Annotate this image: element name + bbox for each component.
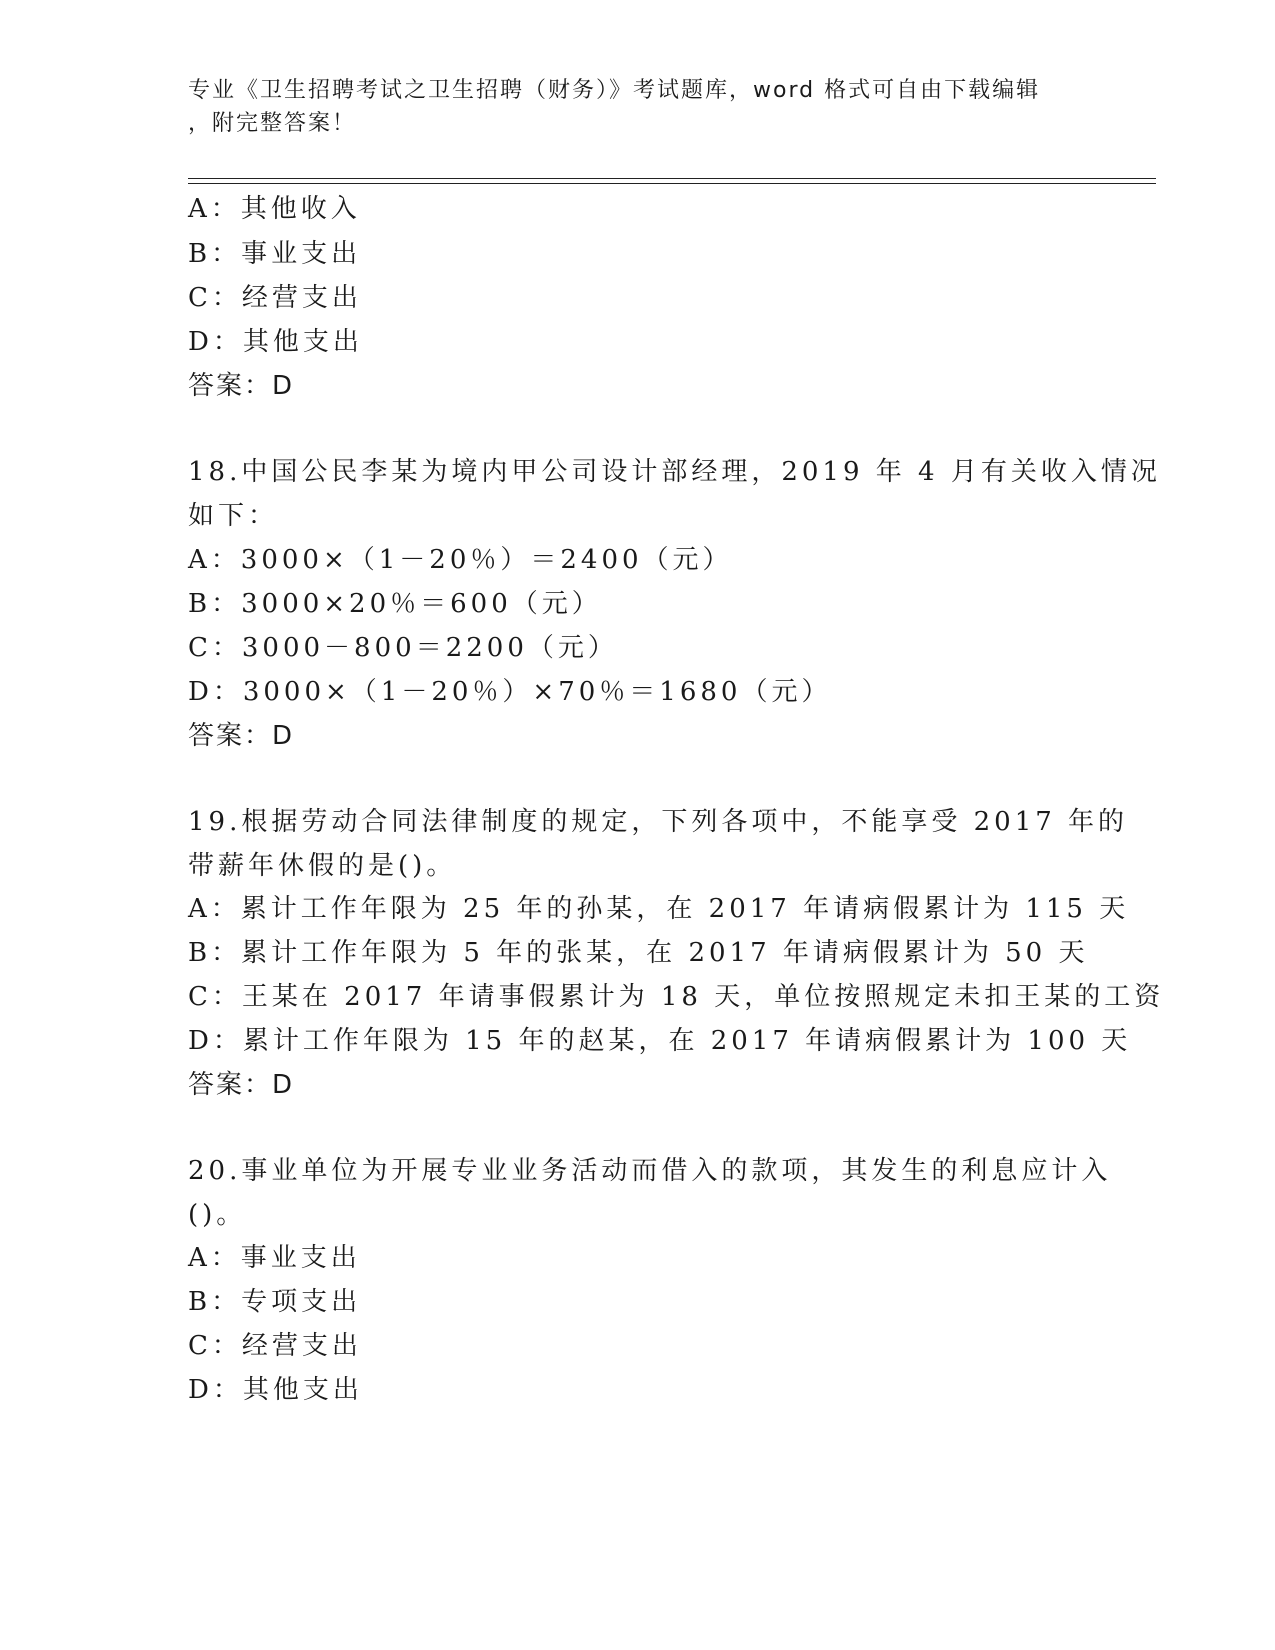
q20-option-c: C：经营支出 [188, 1331, 362, 1361]
q18-option-d: D：3000×（1－20％）×70％＝1680（元） [188, 677, 832, 707]
q20-option-b: B：专项支出 [188, 1287, 362, 1317]
q19-answer: 答案：D [188, 1070, 295, 1100]
q18-option-a: A：3000×（1－20％）＝2400（元） [188, 545, 733, 575]
document-header [188, 74, 1058, 140]
q19-option-a: A：累计工作年限为 25 年的孙某，在 2017 年请病假累计为 115 天 [188, 894, 1130, 924]
q18-option-c: C：3000－800＝2200（元） [188, 633, 618, 663]
q17-option-c: C：经营支出 [188, 283, 362, 313]
q18-answer: 答案：D [188, 721, 295, 751]
q19-option-d: D：累计工作年限为 15 年的赵某，在 2017 年请病假累计为 100 天 [188, 1026, 1132, 1056]
q17-answer: 答案：D [188, 371, 295, 401]
q20-stem-line-1: 20.事业单位为开展专业业务活动而借入的款项，其发生的利息应计入 [188, 1156, 1112, 1186]
q18-stem-line-2: 如下： [188, 501, 279, 531]
q18-option-b: B：3000×20％＝600（元） [188, 589, 602, 619]
q17-option-d: D：其他支出 [188, 327, 363, 357]
header-rule-bottom [188, 183, 1156, 184]
q19-stem-line-2: 带薪年休假的是()。 [188, 851, 457, 881]
q19-stem-line-1: 19.根据劳动合同法律制度的规定，下列各项中，不能享受 2017 年的 [188, 807, 1129, 837]
q20-option-d: D：其他支出 [188, 1375, 363, 1405]
q17-option-b: B：事业支出 [188, 239, 362, 269]
header-rule-top [188, 178, 1156, 179]
header-line-2: ，附完整答案！ [188, 111, 357, 136]
q20-stem-line-2: ()。 [188, 1200, 247, 1230]
q20-option-a: A：事业支出 [188, 1243, 361, 1273]
q19-option-c: C：王某在 2017 年请事假累计为 18 天，单位按照规定未扣王某的工资 [188, 982, 1165, 1012]
q17-option-a: A：其他收入 [188, 194, 361, 224]
header-line-1: 专业《卫生招聘考试之卫生招聘（财务）》考试题库，word 格式可自由下载编辑 [188, 78, 1041, 103]
q18-stem-line-1: 18.中国公民李某为境内甲公司设计部经理，2019 年 4 月有关收入情况 [188, 457, 1161, 487]
q19-option-b: B：累计工作年限为 5 年的张某，在 2017 年请病假累计为 50 天 [188, 938, 1089, 968]
